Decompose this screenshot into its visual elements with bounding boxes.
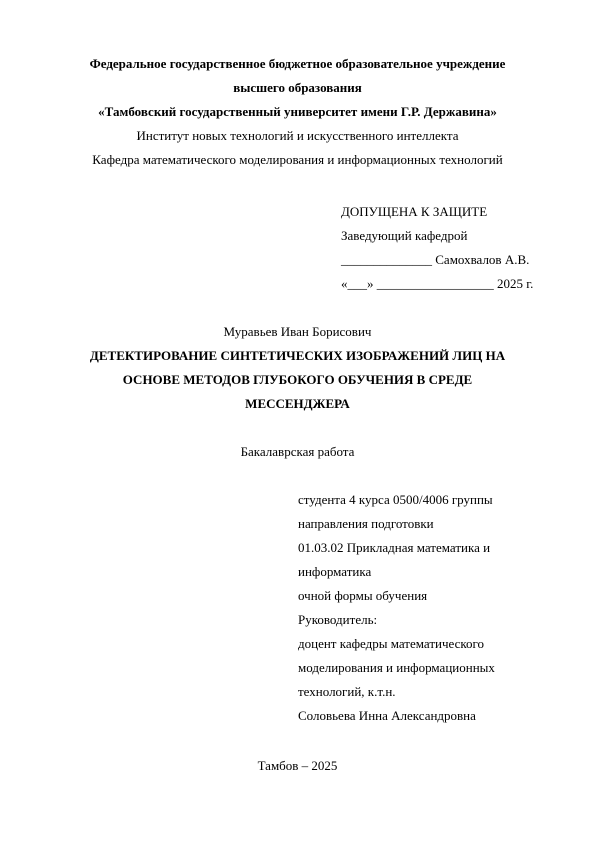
thesis-title-line2: ОСНОВЕ МЕТОДОВ ГЛУБОКОГО ОБУЧЕНИЯ В СРЕДЕ (122, 372, 473, 387)
thesis-title-line1: ДЕТЕКТИРОВАНИЕ СИНТЕТИЧЕСКИХ ИЗОБРАЖЕНИЙ ЛИЦ НА (89, 348, 506, 363)
student-info-line: направления подготовки (298, 516, 434, 531)
approval-role: Заведующий кафедрой (341, 228, 468, 243)
student-info-line: технологий, к.т.н. (298, 684, 396, 699)
student-info-line: 01.03.02 Прикладная математика и (298, 540, 491, 555)
student-info-line: моделирования и информационных (298, 660, 495, 675)
approval-signature: ______________ Самохвалов А.В. (341, 252, 530, 267)
student-info-line: очной формы обучения (298, 588, 428, 603)
author-name: Муравьев Иван Борисович (223, 324, 372, 339)
header-org-line1: Федеральное государственное бюджетное образовательное учреждение (89, 56, 506, 71)
header-institute: Институт новых технологий и искусственного интеллекта (136, 128, 459, 143)
header-org-line2: высшего образования (233, 80, 362, 95)
work-type: Бакалаврская работа (240, 444, 355, 459)
thesis-title-line3: МЕССЕНДЖЕРА (245, 396, 350, 411)
supervisor-label: Руководитель: (298, 612, 378, 627)
header-university: «Тамбовский государственный университет имени Г.Р. Державина» (98, 104, 497, 119)
header-department: Кафедра математического моделирования и информационных технологий (92, 152, 503, 167)
supervisor-name: Соловьева Инна Александровна (298, 708, 476, 723)
student-info-line: доцент кафедры математического (298, 636, 485, 651)
approval-status: ДОПУЩЕНА К ЗАЩИТЕ (341, 204, 488, 219)
footer-city-year: Тамбов – 2025 (257, 758, 338, 773)
student-info-line: студента 4 курса 0500/4006 группы (298, 492, 493, 507)
student-info-line: информатика (298, 564, 372, 579)
approval-date: «___» __________________ 2025 г. (341, 276, 534, 291)
